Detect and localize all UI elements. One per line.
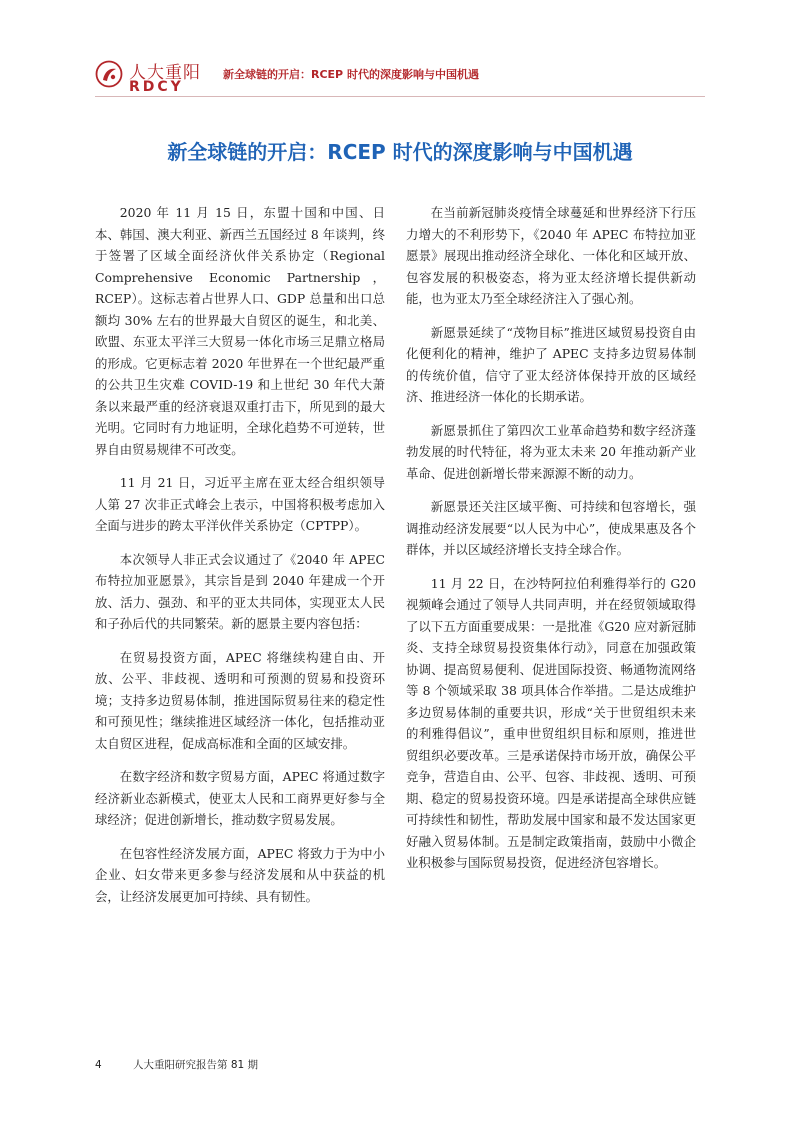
paragraph: 在当前新冠肺炎疫情全球蔓延和世界经济下行压力增大的不利形势下，《2040 年 APEC 布特拉加亚愿景》展现出推动经济全球化、一体化和区域开放、包容发展的积极姿态，将为亚太经济增长提供新动能，也为亚太乃至全球经济注入了强心剂。 (406, 205, 696, 306)
paragraph: 在数字经济和数字贸易方面，APEC 将通过数字经济新业态新模式，使亚太人民和工商界更好参与全球经济；促进创新增长，推动数字贸易发展。 (95, 769, 385, 827)
paragraph: 2020 年 11 月 15 日，东盟十国和中国、日本、韩国、澳大利亚、新西兰五国经过 8 年谈判，终于签署了区域全面经济伙伴关系协定（Regional Comprehensive Economic Partnership，RCEP）。这标志着占世界人口、GDP 总量和出口总额均 30% 左右的世界最大自贸区的诞生，和北美、欧盟、东亚太平洋三大贸易一体化市场三足鼎立格局的形成。它更标志着 2020 年世界在一个世纪最严重的公共卫生灾难 COVID-19 和上世纪 30 年代大萧条以来最严重的经济衰退双重打击下，所见到的最大光明。它同时有力地证明，全球化趋势不可逆转，世界自由贸易规律不可改变。 (95, 205, 385, 457)
paragraph: 新愿景还关注区域平衡、可持续和包容增长，强调推动经济发展要“以人民为中心”，使成果惠及各个群体，并以区域经济增长支持全球合作。 (406, 499, 696, 557)
paragraph: 新愿景延续了“茂物目标”推进区域贸易投资自由化便利化的精神，维护了 APEC 支持多边贸易体制的传统价值，信守了亚太经济体保持开放的区域经济、推进经济一体化的长期承诺。 (406, 324, 696, 404)
paragraph: 11 月 21 日，习近平主席在亚太经合组织领导人第 27 次非正式峰会上表示，中国将积极考虑加入全面与进步的跨太平洋伙伴关系协定（CPTPP）。 (95, 475, 385, 533)
header-divider (95, 96, 705, 97)
logo-english-name: RDCY (129, 79, 184, 95)
rdcy-logo-icon (95, 60, 123, 88)
publication-name: 人大重阳研究报告第 81 期 (133, 1059, 259, 1071)
paragraph: 新愿景抓住了第四次工业革命趋势和数字经济蓬勃发展的时代特征，将为亚太未来 20 年推动新产业革命、促进创新增长带来源源不断的动力。 (406, 422, 696, 481)
right-column (406, 202, 696, 886)
footer (95, 1057, 258, 1072)
page-number: 4 (95, 1059, 102, 1071)
paragraph: 11 月 22 日，在沙特阿拉伯利雅得举行的 G20 视频峰会通过了领导人共同声明，并在经贸领域取得了以下五方面重要成果：一是批准《G20 应对新冠肺炎、支持全球贸易投资集体行动》，同意在加强政策协调、提高贸易便利、促进国际投资、畅通物流网络等 8 个领域采取 38 项具体合作举措。二是达成维护多边贸易体制的重要共识，形成“关于世贸组织未来的利雅得倡议”，重申世贸组织目标和原则，推进世贸组织必要改革。三是承诺保持市场开放，确保公平竞争，营造自由、公平、包容、非歧视、透明、可预期、稳定的贸易投资环境。四是承诺提高全球供应链可持续性和韧性，帮助发展中国家和最不发达国家更好融入贸易体制。五是制定政策指南，鼓励中小微企业积极参与国际贸易投资，促进经济包容增长。 (406, 575, 696, 870)
running-title: 新全球链的开启：RCEP 时代的深度影响与中国机遇 (223, 68, 479, 81)
page-title: 新全球链的开启：RCEP 时代的深度影响与中国机遇 (167, 140, 633, 164)
paragraph: 在包容性经济发展方面，APEC 将致力于为中小企业、妇女带来更多参与经济发展和从中获益的机会，让经济发展更加可持续、具有韧性。 (95, 845, 385, 904)
paragraph: 在贸易投资方面，APEC 将继续构建自由、开放、公平、非歧视、透明和可预测的贸易和投资环境；支持多边贸易体制，推进国际贸易往来的稳定性和可预见性；继续推进区域经济一体化，包括推动亚太自贸区进程，促成高标准和全面的区域安排。 (95, 649, 385, 751)
logo-chinese-name: 人大重阳 (129, 63, 201, 83)
paragraph: 本次领导人非正式会议通过了《2040 年 APEC 布特拉加亚愿景》，其宗旨是到 2040 年建成一个开放、活力、强劲、和平的亚太共同体，实现亚太人民和子孙后代的共同繁荣。新的愿景主要内容包括： (95, 551, 385, 631)
left-column (95, 202, 385, 919)
